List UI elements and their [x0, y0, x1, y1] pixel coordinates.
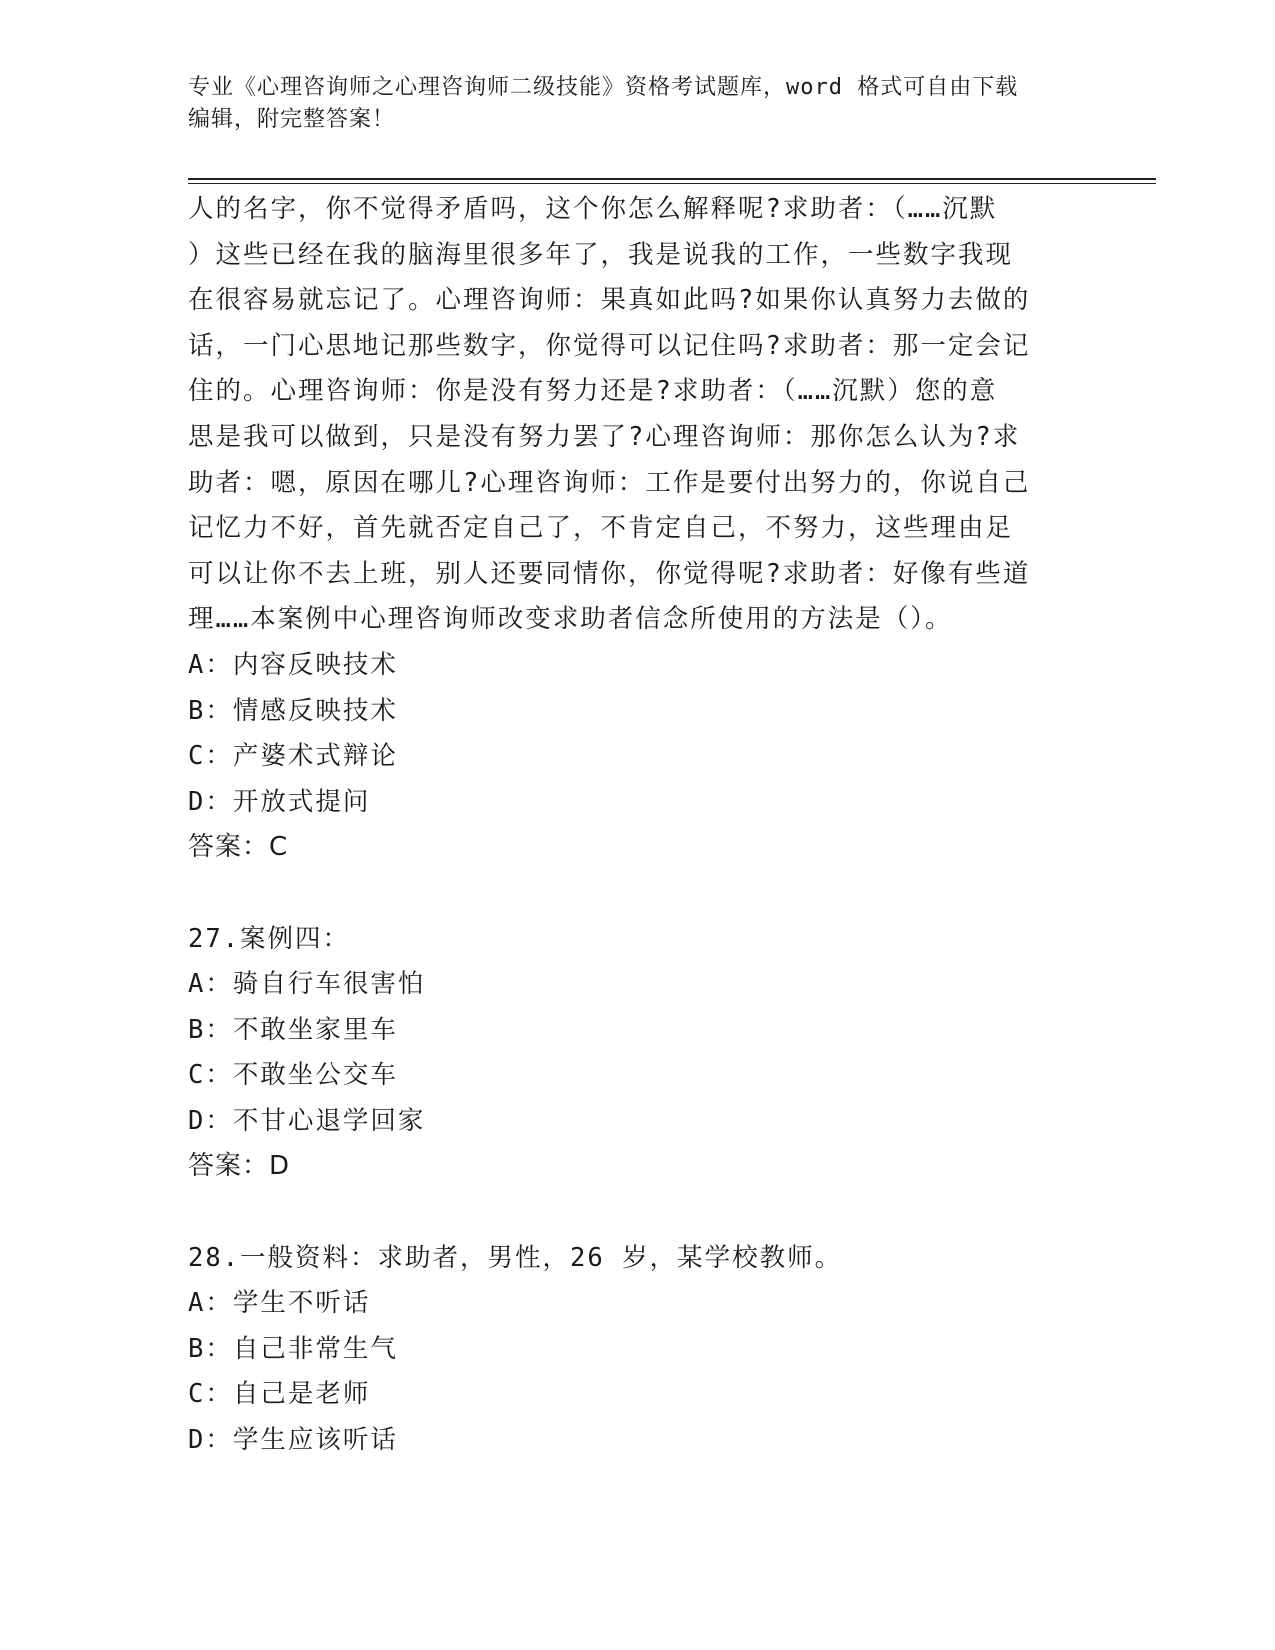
passage-line: 住的。心理咨询师：你是没有努力还是?求助者：（……沉默）您的意: [188, 376, 998, 407]
passage-line: 思是我可以做到，只是没有努力罢了?心理咨询师：那你怎么认为?求: [188, 421, 1021, 452]
question-28-stem: 28.一般资料：求助者，男性，26 岁，某学校教师。: [188, 1242, 843, 1273]
spacer: [188, 1190, 1088, 1236]
question-27-stem: 27.案例四：: [188, 923, 351, 954]
option-d: D：不甘心退学回家: [188, 1105, 426, 1136]
passage-line: 理……本案例中心理咨询师改变求助者信念所使用的方法是（）。: [188, 604, 953, 635]
spacer: [188, 871, 1088, 917]
passage-line: 在很容易就忘记了。心理咨询师：果真如此吗?如果你认真努力去做的: [188, 285, 1031, 316]
option-b: B：不敢坐家里车: [188, 1014, 398, 1045]
option-c: C：不敢坐公交车: [188, 1060, 398, 1091]
passage-line: 话，一门心思地记那些数字，你觉得可以记住吗?求助者：那一定会记: [188, 330, 1031, 361]
header-rule-thin: [188, 183, 1156, 184]
option-d: D：开放式提问: [188, 786, 371, 817]
option-d: D：学生应该听话: [188, 1425, 398, 1456]
passage-line: 助者：嗯，原因在哪儿?心理咨询师：工作是要付出努力的，你说自己: [188, 467, 1031, 498]
document-body: [188, 187, 1088, 1464]
passage-line: 人的名字，你不觉得矛盾吗，这个你怎么解释呢?求助者：（……沉默: [188, 194, 998, 224]
passage-line: ）这些已经在我的脑海里很多年了，我是说我的工作，一些数字我现: [188, 239, 1014, 270]
header-rule-thick: [188, 178, 1156, 180]
header-line-2: 编辑，附完整答案！: [188, 107, 396, 132]
passage-line: 可以让你不去上班，别人还要同情你，你觉得呢?求助者：好像有些道: [188, 558, 1031, 589]
answer-line: 答案：C: [188, 832, 289, 863]
option-b: B：情感反映技术: [188, 695, 398, 726]
passage-line: 记忆力不好，首先就否定自己了，不肯定自己，不努力，这些理由足: [188, 513, 1014, 544]
document-header: [188, 72, 1068, 136]
option-a: A：内容反映技术: [188, 649, 398, 680]
header-line-1: 专业《心理咨询师之心理咨询师二级技能》资格考试题库，word 格式可自由下载: [188, 75, 1019, 100]
option-b: B：自己非常生气: [188, 1333, 398, 1364]
passage-text: [188, 187, 1088, 643]
option-c: C：产婆术式辩论: [188, 741, 398, 772]
option-c: C：自己是老师: [188, 1379, 371, 1410]
option-a: A：骑自行车很害怕: [188, 969, 426, 1000]
option-a: A：学生不听话: [188, 1288, 371, 1319]
answer-line: 答案：D: [188, 1151, 291, 1182]
